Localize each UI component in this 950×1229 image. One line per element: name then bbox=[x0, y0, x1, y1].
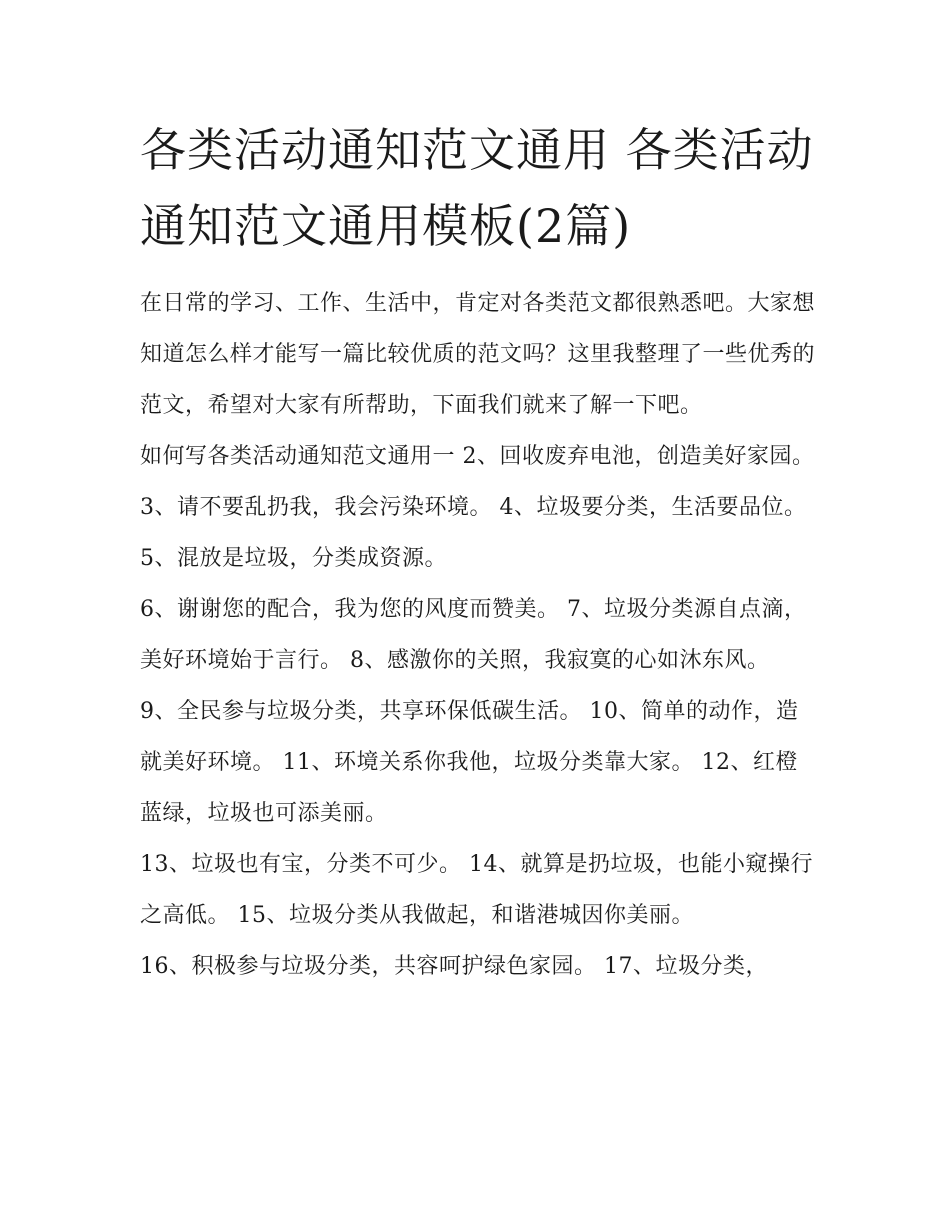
intro-paragraph: 在日常的学习、工作、生活中，肯定对各类范文都很熟悉吧。大家想知道怎么样才能写一篇比较优质的范文吗？这里我整理了一些优秀的范文，希望对大家有所帮助，下面我们就来了解一下吧。 bbox=[140, 291, 816, 418]
document-title: 各类活动通知范文通用 各类活动通知范文通用模板(2篇) bbox=[140, 123, 814, 253]
body-paragraph: 如何写各类活动通知范文通用一 2、回收废弃电池，创造美好家园。 3、请不要乱扔我，我会污染环境。 4、垃圾要分类，生活要品位。 5、混放是垃圾，分类成资源。 bbox=[140, 444, 815, 571]
document-page bbox=[140, 112, 820, 992]
body-paragraph: 13、垃圾也有宝，分类不可少。 14、就算是扔垃圾，也能小窥操行之高低。 15、垃圾分类从我做起，和谐港城因你美丽。 bbox=[140, 852, 813, 928]
body-paragraph: 6、谢谢您的配合，我为您的风度而赞美。 7、垃圾分类源自点滴，美好环境始于言行。 8、感激你的关照，我寂寞的心如沐东风。 bbox=[140, 597, 807, 673]
document-body bbox=[140, 278, 820, 992]
body-paragraph: 16、积极参与垃圾分类，共容呵护绿色家园。 17、垃圾分类， bbox=[140, 954, 768, 979]
body-paragraph: 9、全民参与垃圾分类，共享环保低碳生活。 10、简单的动作，造就美好环境。 11、环境关系你我他，垃圾分类靠大家。 12、红橙蓝绿，垃圾也可添美丽。 bbox=[140, 699, 799, 826]
